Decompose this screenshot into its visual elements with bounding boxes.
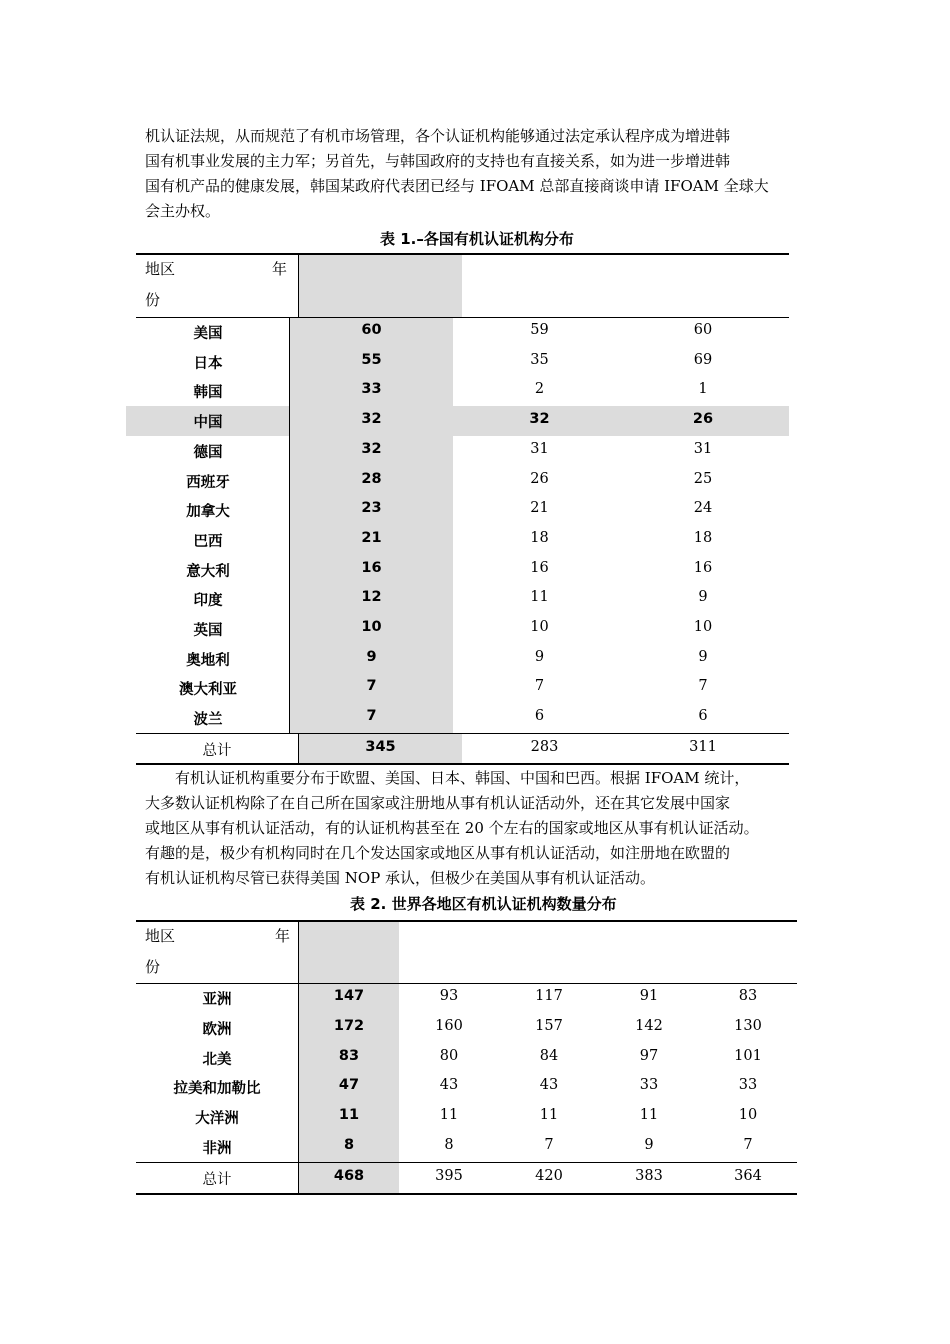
value-cell: 33 <box>639 1077 659 1094</box>
value-cell: 11 <box>338 1107 360 1124</box>
intro-line: 会主办权。 <box>145 202 221 220</box>
intro-line: 机认证法规，从而规范了有机市场管理，各个认证机构能够通过法定承认程序成为增进韩 <box>145 127 731 145</box>
middle-line: 有机认证机构重要分布于欧盟、美国、日本、韩国、中国和巴西。根据 IFOAM 统计， <box>175 769 750 787</box>
table-rule <box>298 253 299 317</box>
header-fen: 份 <box>145 958 161 976</box>
value-cell: 21 <box>361 529 382 546</box>
value-cell: 9 <box>698 648 708 665</box>
header-region: 地区 <box>145 260 176 278</box>
value-cell: 32 <box>361 440 382 457</box>
value-cell: 157 <box>535 1017 563 1034</box>
value-cell: 84 <box>539 1047 559 1064</box>
header-fen: 份 <box>145 291 161 309</box>
value-cell: 97 <box>639 1047 659 1064</box>
region-label: 意大利 <box>186 563 230 580</box>
value-cell: 24 <box>693 500 713 517</box>
region-label: 中国 <box>193 415 223 432</box>
region-label: 拉美和加勒比 <box>173 1081 261 1098</box>
value-cell: 9 <box>534 648 545 665</box>
value-cell: 33 <box>738 1077 758 1094</box>
value-cell: 83 <box>338 1047 360 1064</box>
table-rule <box>136 253 789 255</box>
value-cell: 60 <box>361 322 382 338</box>
value-cell: 6 <box>534 708 545 725</box>
value-cell: 26 <box>692 411 714 428</box>
region-label: 北美 <box>202 1051 232 1068</box>
total-value: 383 <box>635 1167 663 1184</box>
header-year: 年 <box>275 927 291 945</box>
value-cell: 91 <box>639 988 659 1004</box>
intro-line: 国有机事业发展的主力军；另首先，与韩国政府的支持也有直接关系，如为进一步增进韩 <box>145 152 731 170</box>
value-cell: 11 <box>439 1107 459 1124</box>
value-cell: 8 <box>444 1137 454 1153</box>
total-value: 364 <box>734 1167 762 1184</box>
region-label: 巴西 <box>193 533 223 550</box>
region-label: 大洋洲 <box>195 1111 239 1128</box>
middle-line: 有趣的是，极少有机构同时在几个发达国家或地区从事有机认证活动，如注册地在欧盟的 <box>145 844 731 862</box>
value-cell: 10 <box>530 619 549 635</box>
middle-line: 大多数认证机构除了在自己所在国家或注册地从事有机认证活动外，还在其它发展中国家 <box>145 794 731 812</box>
value-cell: 25 <box>693 470 713 487</box>
value-cell: 101 <box>734 1047 762 1064</box>
value-cell: 33 <box>361 381 382 398</box>
value-cell: 28 <box>361 470 382 487</box>
header-year: 年 <box>272 260 288 278</box>
value-cell: 2 <box>534 381 545 398</box>
region-label: 波兰 <box>193 712 223 729</box>
value-cell: 32 <box>361 411 382 428</box>
middle-paragraph <box>145 766 813 891</box>
value-cell: 32 <box>529 411 550 428</box>
intro-paragraph <box>145 124 813 224</box>
value-cell: 47 <box>338 1077 360 1094</box>
header-region: 地区 <box>145 927 176 945</box>
region-label: 亚洲 <box>202 992 232 1008</box>
value-cell: 9 <box>644 1137 654 1153</box>
table-rule <box>136 1193 797 1195</box>
value-cell: 117 <box>535 988 563 1004</box>
value-cell: 59 <box>530 322 549 338</box>
total-value: 311 <box>689 738 717 755</box>
value-cell: 147 <box>333 988 365 1004</box>
value-cell: 7 <box>743 1137 753 1153</box>
value-cell: 11 <box>539 1107 559 1124</box>
value-cell: 10 <box>361 619 382 635</box>
value-cell: 10 <box>693 619 713 635</box>
value-cell: 43 <box>439 1077 459 1094</box>
value-cell: 35 <box>530 351 549 368</box>
value-cell: 142 <box>635 1017 663 1034</box>
value-cell: 93 <box>439 988 459 1004</box>
shaded-column <box>299 253 462 317</box>
value-cell: 7 <box>534 678 545 695</box>
total-value: 345 <box>365 738 396 755</box>
total-value: 468 <box>333 1167 365 1184</box>
shaded-column <box>290 317 453 733</box>
value-cell: 31 <box>693 440 713 457</box>
region-label: 奥地利 <box>186 652 230 669</box>
middle-line: 有机认证机构尽管已获得美国 NOP 承认，但极少在美国从事有机认证活动。 <box>145 869 656 887</box>
region-label: 澳大利亚 <box>179 682 237 699</box>
value-cell: 16 <box>530 559 549 576</box>
value-cell: 55 <box>361 351 382 368</box>
value-cell: 130 <box>734 1017 762 1034</box>
value-cell: 9 <box>698 589 708 606</box>
value-cell: 6 <box>698 708 708 725</box>
table1-caption: 表 1.–各国有机认证机构分布 <box>380 230 574 248</box>
region-label: 非洲 <box>202 1141 232 1157</box>
value-cell: 18 <box>693 529 713 546</box>
region-label: 欧洲 <box>202 1021 232 1038</box>
value-cell: 7 <box>698 678 708 695</box>
value-cell: 160 <box>435 1017 463 1034</box>
region-label: 加拿大 <box>186 504 230 521</box>
region-label: 英国 <box>193 623 223 639</box>
value-cell: 16 <box>693 559 713 576</box>
value-cell: 8 <box>343 1137 355 1153</box>
value-cell: 60 <box>693 322 713 338</box>
table2-caption: 表 2. 世界各地区有机认证机构数量分布 <box>350 895 617 913</box>
value-cell: 11 <box>530 589 549 606</box>
value-cell: 9 <box>366 648 377 665</box>
intro-line: 国有机产品的健康发展，韩国某政府代表团已经与 IFOAM 总部直接商谈申请 IFOAM 全球大 <box>145 177 769 195</box>
value-cell: 21 <box>530 500 549 517</box>
value-cell: 83 <box>738 988 758 1004</box>
value-cell: 80 <box>439 1047 459 1064</box>
region-label: 德国 <box>193 444 223 461</box>
total-label: 总计 <box>202 742 232 759</box>
value-cell: 12 <box>361 589 382 606</box>
region-label: 印度 <box>193 593 223 610</box>
value-cell: 11 <box>639 1107 659 1124</box>
region-label: 美国 <box>193 326 223 342</box>
total-label: 总计 <box>202 1171 232 1188</box>
total-value: 395 <box>435 1167 463 1184</box>
region-label: 日本 <box>193 355 223 372</box>
value-cell: 7 <box>366 708 377 725</box>
value-cell: 31 <box>530 440 549 457</box>
table-rule <box>136 317 789 318</box>
table-rule <box>136 763 789 765</box>
table-rule <box>136 983 797 984</box>
value-cell: 7 <box>544 1137 554 1153</box>
value-cell: 16 <box>361 559 382 576</box>
value-cell: 43 <box>539 1077 559 1094</box>
total-value: 420 <box>535 1167 563 1184</box>
table-rule <box>136 1162 797 1163</box>
region-label: 西班牙 <box>186 474 230 491</box>
table-rule <box>289 317 290 733</box>
region-label: 韩国 <box>193 385 223 402</box>
middle-line: 或地区从事有机认证活动，有的认证机构甚至在 20 个左右的国家或地区从事有机认证活动。 <box>145 819 759 837</box>
value-cell: 7 <box>366 678 377 695</box>
value-cell: 23 <box>361 500 382 517</box>
value-cell: 10 <box>738 1107 758 1124</box>
value-cell: 172 <box>333 1017 365 1034</box>
value-cell: 26 <box>530 470 549 487</box>
value-cell: 18 <box>530 529 549 546</box>
table-rule <box>136 920 797 922</box>
value-cell: 1 <box>698 381 708 398</box>
total-value: 283 <box>530 738 559 755</box>
value-cell: 69 <box>693 351 713 368</box>
table-rule <box>136 733 789 734</box>
